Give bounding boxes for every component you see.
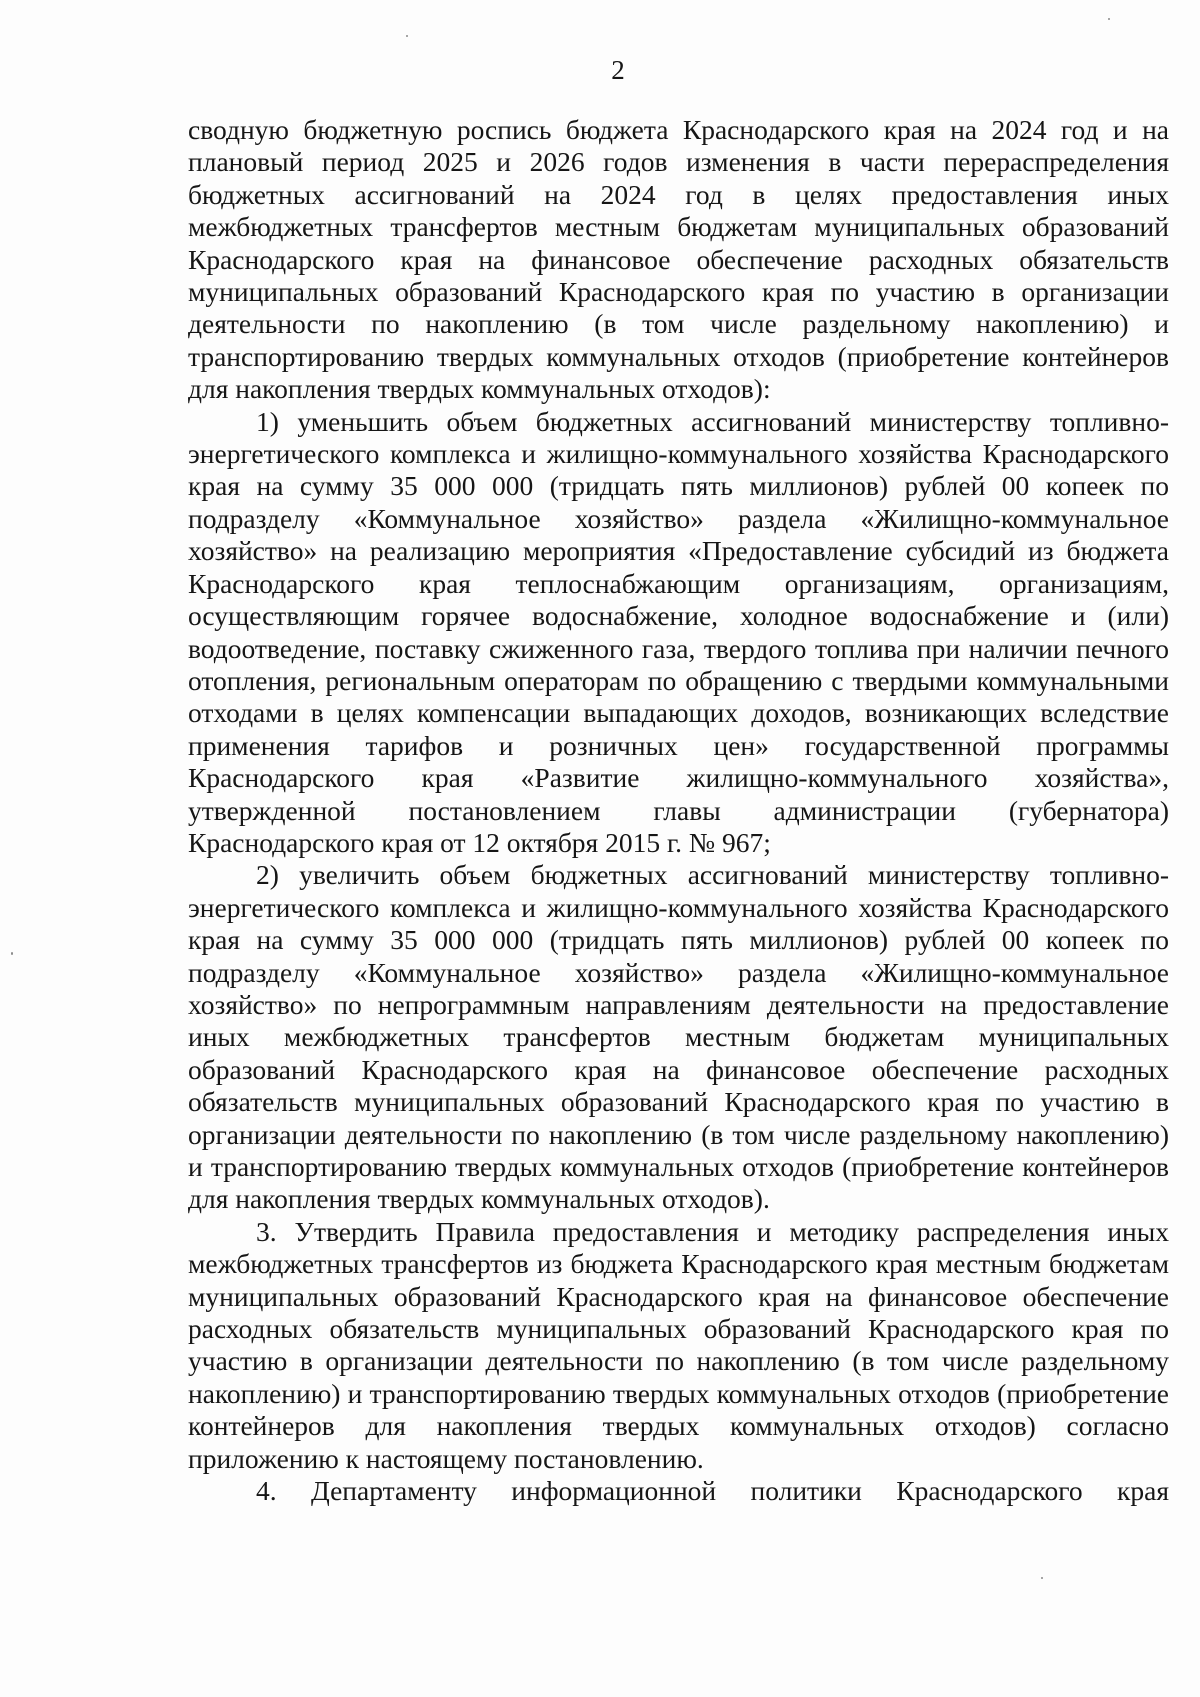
document-body <box>188 114 1169 1507</box>
paragraph-item-4-department: 4. Департаменту информационной политики Краснодарского края <box>256 1475 1169 1507</box>
page-number: 2 <box>611 55 625 85</box>
paragraph-item-1-decrease: 1) уменьшить объем бюджетных ассигнований министерству топливно-энергетического комплекса и жилищно-коммунального хозяйства Краснодарского края на сумму 35 000 000 (тридцать пять миллионов) рублей 00 копеек по подразделу «Коммунальное хозяйство» раздела «Жилищно-коммунальное хозяйство» на реализацию мероприятия «Предоставление субсидий из бюджета Краснодарского края теплоснабжающим организациям, организациям, осуществляющим горячее водоснабжение, холодное водоснабжение и (или) водоотведение, поставку сжиженного газа, твердого топлива при наличии печного отопления, региональным операторам по обращению с твердыми коммунальными отходами в целях компенсации выпадающих доходов, возникающих вследствие применения тарифов и розничных цен» государственной программы Краснодарского края «Развитие жилищно-коммунального хозяйства», утвержденной постановлением главы администрации (губернатора) Краснодарского края от 12 октября 2015 г. № 967; <box>188 405 1169 858</box>
paragraph-budget-changes: сводную бюджетную роспись бюджета Краснодарского края на 2024 год и на плановый период 2025 и 2026 годов изменения в части перераспределения бюджетных ассигнований на 2024 год в целях предоставления иных межбюджетных трансфертов местным бюджетам муниципальных образований Краснодарского края на финансовое обеспечение расходных обязательств муниципальных образований Краснодарского края по участию в организации деятельности по накоплению (в том числе раздельному накоплению) и транспортированию твердых коммунальных отходов (приобретение контейнеров для накопления твердых коммунальных отходов): <box>188 114 1169 405</box>
scan-speck <box>1108 18 1110 20</box>
scan-speck <box>1041 1577 1043 1579</box>
paragraph-item-3-approve-rules: 3. Утвердить Правила предоставления и методику распределения иных межбюджетных трансфертов из бюджета Краснодарского края местным бюджетам муниципальных образований Краснодарского края на финансовое обеспечение расходных обязательств муниципальных образований Краснодарского края по участию в организации деятельности по накоплению (в том числе раздельному накоплению) и транспортированию твердых коммунальных отходов (приобретение контейнеров для накопления твердых коммунальных отходов) согласно приложению к настоящему постановлению. <box>188 1215 1169 1474</box>
paragraph-item-2-increase: 2) увеличить объем бюджетных ассигнований министерству топливно-энергетического комплекса и жилищно-коммунального хозяйства Краснодарского края на сумму 35 000 000 (тридцать пять миллионов) рублей 00 копеек по подразделу «Коммунальное хозяйство» раздела «Жилищно-коммунальное хозяйство» по непрограммным направлениям деятельности на предоставление иных межбюджетных трансфертов местным бюджетам муниципальных образований Краснодарского края на финансовое обеспечение расходных обязательств муниципальных образований Краснодарского края по участию в организации деятельности по накоплению (в том числе раздельному накоплению) и транспортированию твердых коммунальных отходов (приобретение контейнеров для накопления твердых коммунальных отходов). <box>188 859 1169 1215</box>
scan-speck <box>406 35 408 37</box>
scan-speck <box>11 952 13 955</box>
